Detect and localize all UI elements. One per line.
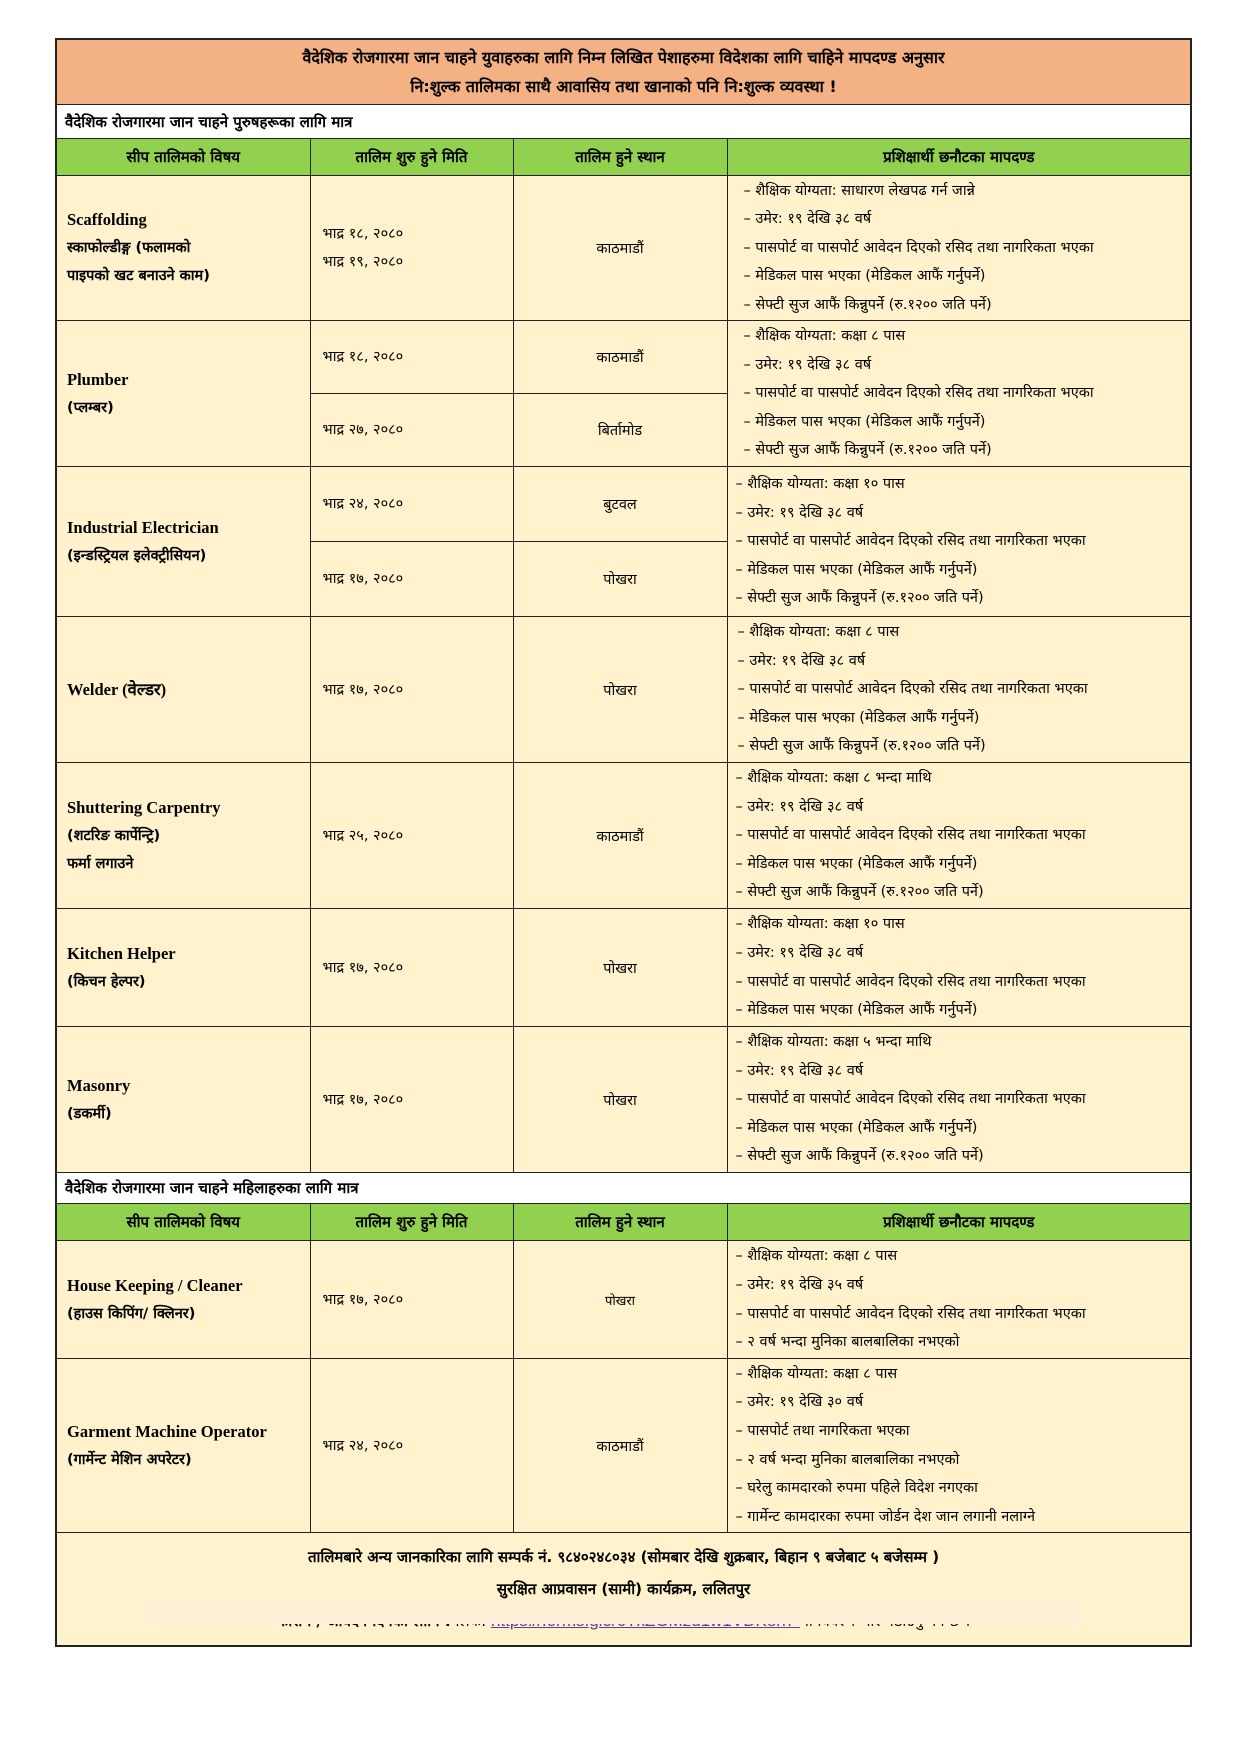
banner bbox=[56, 39, 1191, 105]
criteria-item: – पासपोर्ट वा पासपोर्ट आवेदन दिएको रसिद तथा नागरिकता भएका bbox=[743, 239, 1094, 256]
criteria-item: – मेडिकल पास भएका (मेडिकल आफैं गर्नुपर्ने) bbox=[735, 561, 978, 578]
contact-info: तालिमबारे अन्य जानकारिका लागि सम्पर्क नं. ९८४०२४८०३४ (सोमबार देखि शुक्रबार, बिहान ९ बजेबाट ५ बजेसम्म ) bbox=[307, 1548, 940, 1566]
criteria-item: – २ वर्ष भन्दा मुनिका बालबालिका नभएको bbox=[735, 1334, 960, 1351]
criteria-item: – पासपोर्ट वा पासपोर्ट आवेदन दिएको रसिद तथा नागरिकता भएका bbox=[735, 827, 1086, 844]
criteria-item: – सेफ्टी सुज आफैं किन्नुपर्ने (रु.१२०० जति पर्ने) bbox=[735, 1148, 984, 1165]
criteria-cell bbox=[727, 321, 1191, 467]
criteria-cell bbox=[727, 176, 1191, 321]
skill-cell bbox=[56, 467, 310, 617]
criteria-item: – शैक्षिक योग्यता: कक्षा १० पास bbox=[735, 476, 905, 493]
criteria-item: – शैक्षिक योग्यता: कक्षा ८ पास bbox=[743, 328, 906, 345]
table-header-row bbox=[56, 139, 1191, 176]
place-cell: काठमाडौं bbox=[513, 321, 727, 394]
table-row bbox=[56, 763, 1191, 909]
start-date: भाद्र १९, २०८० bbox=[322, 254, 404, 270]
criteria-item: – २ वर्ष भन्दा मुनिका बालबालिका नभएको bbox=[735, 1451, 960, 1468]
place-cell: बिर्तामोड bbox=[513, 394, 727, 467]
criteria-item: – पासपोर्ट वा पासपोर्ट आवेदन दिएको रसिद तथा नागरिकता भएका bbox=[735, 533, 1086, 550]
criteria-cell bbox=[727, 909, 1191, 1027]
men-section-title: वैदेशिक रोजगारमा जान चाहने पुरुषहरूका लागि मात्र bbox=[56, 105, 1191, 139]
header-date: तालिम शुरु हुने मिति bbox=[310, 139, 513, 176]
criteria-cell bbox=[727, 1027, 1191, 1173]
table-row bbox=[56, 467, 1191, 542]
criteria-item: – पासपोर्ट वा पासपोर्ट आवेदन दिएको रसिद तथा नागरिकता भएका bbox=[735, 1305, 1086, 1322]
header-date: तालिम शुरु हुने मिति bbox=[310, 1204, 513, 1241]
table-row bbox=[56, 1027, 1191, 1173]
criteria-item: – मेडिकल पास भएका (मेडिकल आफैं गर्नुपर्ने) bbox=[735, 1119, 978, 1136]
criteria-item: – उमेर: १९ देखि ३८ वर्ष bbox=[743, 356, 872, 373]
table-row bbox=[56, 909, 1191, 1027]
criteria-item: – शैक्षिक योग्यता: कक्षा ८ भन्दा माथि bbox=[735, 770, 932, 787]
date-cell: भाद्र १७, २०८० bbox=[310, 542, 513, 617]
criteria-item: – मेडिकल पास भएका (मेडिकल आफैं गर्नुपर्ने) bbox=[735, 855, 978, 872]
criteria-item: – पासपोर्ट वा पासपोर्ट आवेदन दिएको रसिद तथा नागरिकता भएका bbox=[737, 681, 1088, 698]
header-skill: सीप तालिमको विषय bbox=[56, 139, 310, 176]
place-cell: पोखरा bbox=[513, 1027, 727, 1173]
skill-name-np: (किचन हेल्पर) bbox=[67, 973, 146, 990]
criteria-cell bbox=[727, 763, 1191, 909]
footer bbox=[56, 1533, 1191, 1647]
table-row bbox=[56, 1359, 1191, 1533]
header-place: तालिम हुने स्थान bbox=[513, 1204, 727, 1241]
criteria-item: – शैक्षिक योग्यता: कक्षा १० पास bbox=[735, 916, 905, 933]
skill-cell bbox=[56, 176, 310, 321]
women-section-title: वैदेशिक रोजगारमा जान चाहने महिलाहरुका लागि मात्र bbox=[56, 1173, 1191, 1204]
date-cell: भाद्र १७, २०८० bbox=[310, 617, 513, 763]
criteria-item: – शैक्षिक योग्यता: कक्षा ५ भन्दा माथि bbox=[735, 1034, 932, 1051]
criteria-item: – पासपोर्ट वा पासपोर्ट आवेदन दिएको रसिद तथा नागरिकता भएका bbox=[735, 973, 1086, 990]
criteria-item: – उमेर: १९ देखि ३८ वर्ष bbox=[737, 652, 866, 669]
criteria-item: – सेफ्टी सुज आफैं किन्नुपर्ने (रु.१२०० जति पर्ने) bbox=[737, 738, 986, 755]
header-skill: सीप तालिमको विषय bbox=[56, 1204, 310, 1241]
banner-line-2: नि:शुल्क तालिमका साथै आवासिय तथा खानाको पनि नि:शुल्क व्यवस्था ! bbox=[410, 77, 837, 96]
criteria-item: – उमेर: १९ देखि ३० वर्ष bbox=[735, 1394, 864, 1411]
criteria-item: – शैक्षिक योग्यता: कक्षा ८ पास bbox=[735, 1365, 898, 1382]
header-criteria: प्रशिक्षार्थी छनौटका मापदण्ड bbox=[727, 139, 1191, 176]
place-cell: काठमाडौं bbox=[513, 1359, 727, 1533]
criteria-item: – सेफ्टी सुज आफैं किन्नुपर्ने (रु.१२०० जति पर्ने) bbox=[735, 884, 984, 901]
criteria-item: – पासपोर्ट वा पासपोर्ट आवेदन दिएको रसिद तथा नागरिकता भएका bbox=[735, 1091, 1086, 1108]
skill-name-np: स्काफोल्डीङ्ग (फलामको bbox=[67, 240, 191, 256]
table-row bbox=[56, 321, 1191, 394]
skill-name-en: Masonry bbox=[67, 1075, 131, 1095]
skill-cell bbox=[56, 321, 310, 467]
place-cell: पोखरा bbox=[513, 909, 727, 1027]
place-cell: काठमाडौं bbox=[513, 176, 727, 321]
criteria-item: – उमेर: १९ देखि ३८ वर्ष bbox=[735, 504, 864, 521]
criteria-item: – उमेर: १९ देखि ३५ वर्ष bbox=[735, 1276, 864, 1293]
skill-cell bbox=[56, 617, 310, 763]
criteria-item: – उमेर: १९ देखि ३८ वर्ष bbox=[735, 944, 864, 961]
criteria-item: – शैक्षिक योग्यता: साधारण लेखपढ गर्न जान्ने bbox=[743, 182, 975, 199]
decorative-stripe bbox=[146, 1602, 1081, 1624]
banner-line-1: वैदेशिक रोजगारमा जान चाहने युवाहरुका लागि निम्न लिखित पेशाहरुमा विदेशका लागि चाहिने मापदण्ड अनुसार bbox=[302, 48, 945, 67]
table-header-row bbox=[56, 1204, 1191, 1241]
skill-name-en: Plumber bbox=[67, 369, 129, 389]
place-cell: पोखरा bbox=[513, 617, 727, 763]
skill-name-np: (शटरिङ कार्पेन्ट्रि) bbox=[67, 827, 161, 844]
skill-name-en: Welder (वेल्डर) bbox=[67, 679, 167, 699]
criteria-item: – मेडिकल पास भएका (मेडिकल आफैं गर्नुपर्ने) bbox=[737, 709, 980, 726]
criteria-item: – शैक्षिक योग्यता: कक्षा ८ पास bbox=[735, 1248, 898, 1265]
skill-name-np: (गार्मेन्ट मेशिन अपरेटर) bbox=[67, 1451, 192, 1468]
footer-row bbox=[56, 1533, 1191, 1647]
criteria-item: – उमेर: १९ देखि ३८ वर्ष bbox=[735, 1062, 864, 1079]
criteria-item: – मेडिकल पास भएका (मेडिकल आफैं गर्नुपर्ने) bbox=[743, 268, 986, 285]
date-cell: भाद्र २७, २०८० bbox=[310, 394, 513, 467]
header-place: तालिम हुने स्थान bbox=[513, 139, 727, 176]
date-cell: भाद्र १७, २०८० bbox=[310, 1241, 513, 1359]
criteria-item: – उमेर: १९ देखि ३८ वर्ष bbox=[743, 211, 872, 228]
criteria-item: – उमेर: १९ देखि ३८ वर्ष bbox=[735, 798, 864, 815]
skill-name-en: Scaffolding bbox=[67, 210, 147, 229]
skill-name-en: House Keeping / Cleaner bbox=[67, 1275, 243, 1295]
criteria-item: – घरेलु कामदारको रुपमा पहिले विदेश नगएका bbox=[735, 1480, 978, 1497]
date-cell: भाद्र १८, २०८० bbox=[310, 321, 513, 394]
training-notice bbox=[55, 38, 1190, 1647]
place-cell: पोखरा bbox=[513, 1241, 727, 1359]
date-cell bbox=[310, 176, 513, 321]
skill-name-np: (इन्डस्ट्रियल इलेक्ट्रीसियन) bbox=[67, 547, 207, 564]
header-criteria: प्रशिक्षार्थी छनौटका मापदण्ड bbox=[727, 1204, 1191, 1241]
date-cell: भाद्र १७, २०८० bbox=[310, 1027, 513, 1173]
criteria-cell bbox=[727, 1359, 1191, 1533]
place-cell: बुटवल bbox=[513, 467, 727, 542]
criteria-cell bbox=[727, 467, 1191, 617]
skill-name-np-2: फर्मा लगाउने bbox=[67, 855, 134, 872]
skill-name-np: (हाउस किपिंग/ क्लिनर) bbox=[67, 1305, 196, 1322]
criteria-item: – सेफ्टी सुज आफैं किन्नुपर्ने (रु.१२०० जति पर्ने) bbox=[743, 296, 992, 313]
date-cell: भाद्र १७, २०८० bbox=[310, 909, 513, 1027]
organization: सुरक्षित आप्रवासन (सामी) कार्यक्रम, ललितपुर bbox=[496, 1580, 751, 1598]
training-table bbox=[55, 38, 1192, 1647]
place-cell: काठमाडौं bbox=[513, 763, 727, 909]
criteria-cell bbox=[727, 1241, 1191, 1359]
criteria-item: – गार्मेन्ट कामदारका रुपमा जोर्डन देश जान लगानी नलाग्ने bbox=[735, 1508, 1035, 1525]
banner-row bbox=[56, 39, 1191, 105]
criteria-item: – पासपोर्ट तथा नागरिकता भएका bbox=[735, 1422, 910, 1439]
start-date: भाद्र १८, २०८० bbox=[322, 226, 404, 242]
table-row bbox=[56, 1241, 1191, 1359]
table-row bbox=[56, 176, 1191, 321]
skill-cell bbox=[56, 1241, 310, 1359]
skill-cell bbox=[56, 763, 310, 909]
criteria-item: – शैक्षिक योग्यता: कक्षा ८ पास bbox=[737, 624, 900, 641]
skill-cell bbox=[56, 1027, 310, 1173]
criteria-cell bbox=[727, 617, 1191, 763]
date-cell: भाद्र २४, २०८० bbox=[310, 1359, 513, 1533]
date-cell: भाद्र २५, २०८० bbox=[310, 763, 513, 909]
skill-name-en: Garment Machine Operator bbox=[67, 1421, 267, 1441]
criteria-item: – मेडिकल पास भएका (मेडिकल आफैं गर्नुपर्ने) bbox=[735, 1002, 978, 1019]
criteria-item: – सेफ्टी सुज आफैं किन्नुपर्ने (रु.१२०० जति पर्ने) bbox=[735, 590, 984, 607]
table-row bbox=[56, 617, 1191, 763]
criteria-item: – मेडिकल पास भएका (मेडिकल आफैं गर्नुपर्ने) bbox=[743, 413, 986, 430]
criteria-item: – पासपोर्ट वा पासपोर्ट आवेदन दिएको रसिद तथा नागरिकता भएका bbox=[743, 385, 1094, 402]
criteria-item: – सेफ्टी सुज आफैं किन्नुपर्ने (रु.१२०० जति पर्ने) bbox=[743, 442, 992, 459]
skill-name-en: Kitchen Helper bbox=[67, 943, 176, 963]
place-cell: पोखरा bbox=[513, 542, 727, 617]
skill-name-np: (प्लम्बर) bbox=[67, 399, 114, 416]
skill-cell bbox=[56, 1359, 310, 1533]
date-cell: भाद्र २४, २०८० bbox=[310, 467, 513, 542]
skill-name-en: Shuttering Carpentry bbox=[67, 797, 221, 817]
skill-name-np-2: पाइपको खट बनाउने काम) bbox=[67, 268, 210, 284]
skill-cell bbox=[56, 909, 310, 1027]
skill-name-np: (डकर्मी) bbox=[67, 1105, 112, 1122]
skill-name-en: Industrial Electrician bbox=[67, 517, 219, 537]
